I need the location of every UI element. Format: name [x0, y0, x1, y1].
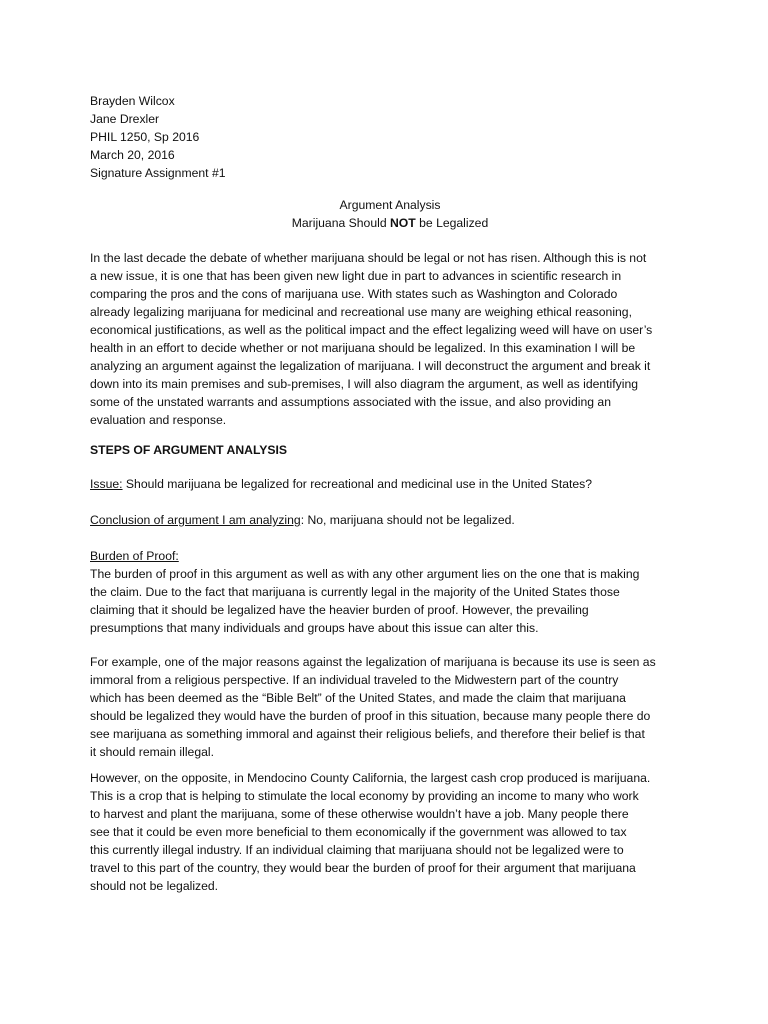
opposite-paragraph	[90, 769, 690, 895]
paragraph-line: the claim. Due to the fact that marijuana is currently legal in the majority of the United States those	[90, 585, 620, 599]
paragraph-line: immoral from a religious perspective. If an individual traveled to the Midwestern part of the country	[90, 673, 619, 687]
paragraph-line: it should remain illegal.	[90, 745, 214, 759]
paragraph-line: For example, one of the major reasons against the legalization of marijuana is because its use is seen as	[90, 655, 656, 669]
paragraph-line: already legalizing marijuana for medicinal and recreational use many are weighing ethical reasoning,	[90, 305, 632, 319]
title-line-2-post: be Legalized	[415, 216, 489, 230]
paragraph-line: some of the unstated warrants and assumptions associated with the issue, and also providing an	[90, 395, 611, 409]
title-line-2-pre: Marijuana Should	[291, 216, 390, 230]
author-name: Brayden Wilcox	[90, 94, 175, 108]
intro-paragraph	[90, 249, 690, 429]
conclusion-text: : No, marijuana should not be legalized.	[300, 513, 515, 527]
paragraph-line: travel to this part of the country, they would bear the burden of proof for their argument that marijuana	[90, 861, 636, 875]
conclusion-line	[90, 511, 690, 529]
issue-line	[90, 475, 690, 493]
paragraph-line: see marijuana as something immoral and against their religious beliefs, and therefore their belief is that	[90, 727, 645, 741]
paragraph-line: analyzing an argument against the legalization of marijuana. I will deconstruct the argument and break it	[90, 359, 651, 373]
paragraph-line: The burden of proof in this argument as well as with any other argument lies on the one that is making	[90, 567, 640, 581]
paragraph-line: which has been deemed as the “Bible Belt” of the United States, and made the claim that marijuana	[90, 691, 626, 705]
paragraph-line: economical justifications, as well as the political impact and the effect legalizing weed will have on user’s	[90, 323, 653, 337]
paragraph-line: evaluation and response.	[90, 413, 227, 427]
burden-label: Burden of Proof:	[90, 549, 179, 563]
issue-section	[90, 475, 690, 493]
course-name: PHIL 1250, Sp 2016	[90, 130, 200, 144]
document-title	[90, 196, 690, 232]
issue-label: Issue:	[90, 477, 123, 491]
burden-of-proof-section	[90, 547, 690, 637]
conclusion-label: Conclusion of argument I am analyzing	[90, 513, 301, 527]
paragraph-line: However, on the opposite, in Mendocino County California, the largest cash crop produced is marijuana.	[90, 771, 651, 785]
steps-section	[90, 441, 690, 459]
paragraph-line: to harvest and plant the marijuana, some of these otherwise wouldn’t have a job. Many people there	[90, 807, 629, 821]
date: March 20, 2016	[90, 148, 175, 162]
paragraph-line: This is a crop that is helping to stimulate the local economy by providing an income to many who work	[90, 789, 639, 803]
paragraph-line: see that it could be even more beneficial to them economically if the government was allowed to tax	[90, 825, 627, 839]
paragraph-line: In the last decade the debate of whether marijuana should be legal or not has risen. Although this is not	[90, 251, 647, 265]
paragraph-line: presumptions that many individuals and groups have about this issue can alter this.	[90, 621, 539, 635]
instructor-name: Jane Drexler	[90, 112, 160, 126]
title-line-2-bold: NOT	[390, 216, 416, 230]
paragraph-line: down into its main premises and sub-premises, I will also diagram the argument, as well as identifying	[90, 377, 639, 391]
paragraph-line: comparing the pros and the cons of marijuana use. With states such as Washington and Colorado	[90, 287, 618, 301]
author-header	[90, 92, 690, 182]
steps-heading: STEPS OF ARGUMENT ANALYSIS	[90, 443, 288, 457]
conclusion-section	[90, 511, 690, 529]
paragraph-line: should be legalized they would have the burden of proof in this situation, because many people there do	[90, 709, 651, 723]
paragraph-line: claiming that it should be legalized have the heavier burden of proof. However, the prevailing	[90, 603, 589, 617]
paragraph-line: health in an effort to decide whether or not marijuana should be legalized. In this examination I will be	[90, 341, 636, 355]
paragraph-line: this currently illegal industry. If an individual claiming that marijuana should not be legalized were to	[90, 843, 624, 857]
issue-text: Should marijuana be legalized for recreational and medicinal use in the United States?	[122, 477, 593, 491]
title-line-1: Argument Analysis	[339, 198, 441, 212]
paragraph-line: should not be legalized.	[90, 879, 219, 893]
assignment-name: Signature Assignment #1	[90, 166, 226, 180]
paragraph-line: a new issue, it is one that has been given new light due in part to advances in scientific research in	[90, 269, 622, 283]
example-paragraph	[90, 653, 690, 761]
title-line-2	[90, 214, 690, 232]
